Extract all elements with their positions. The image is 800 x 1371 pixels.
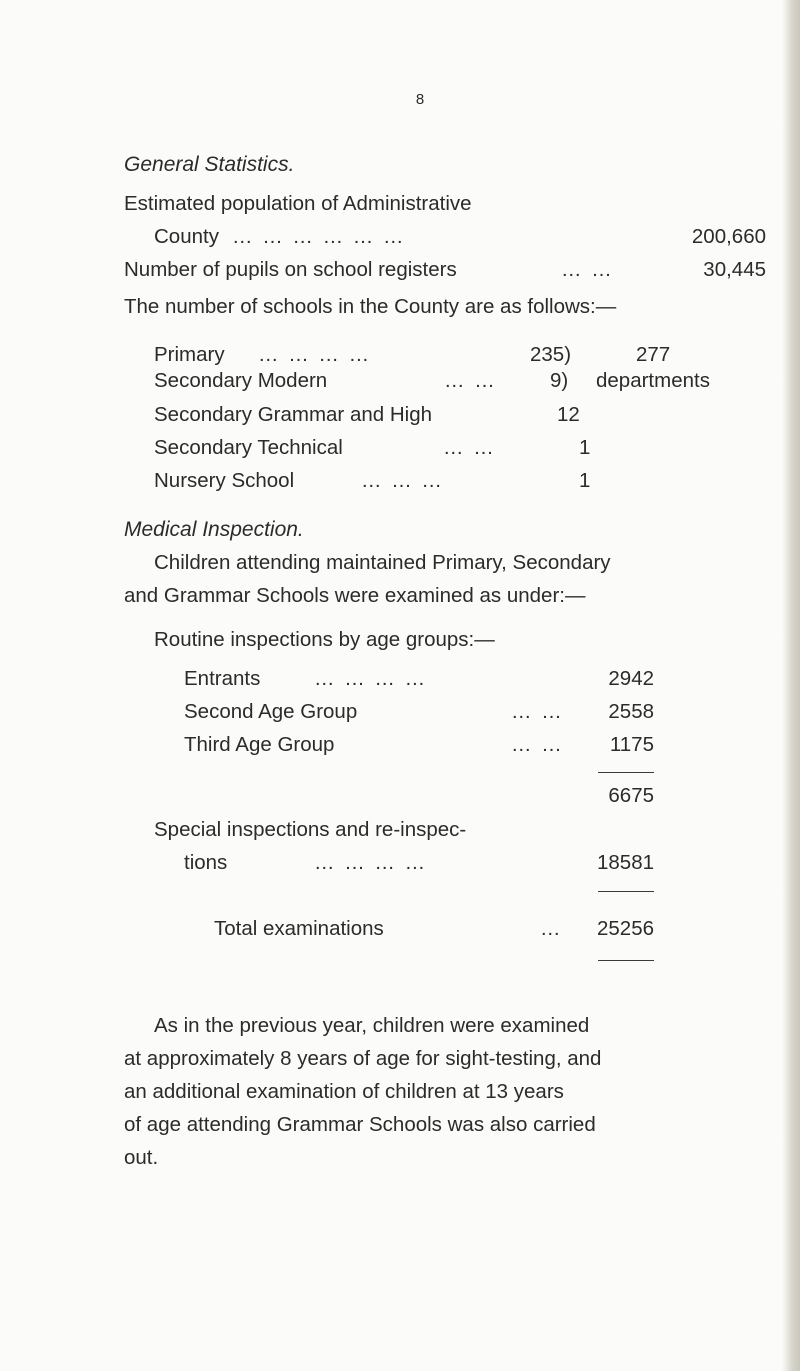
bracket-label: departments — [596, 369, 710, 392]
page-edge-shadow — [782, 0, 800, 1371]
routine-group-value: 2942 — [608, 667, 654, 690]
school-type-label: Secondary Technical — [154, 436, 343, 459]
pupils-value: 30,445 — [703, 258, 766, 281]
section-heading-general-statistics: General Statistics. — [124, 153, 295, 176]
pupils-label: Number of pupils on school registers — [124, 258, 457, 281]
page-number: 8 — [415, 91, 425, 108]
special-inspections-label-line-2: tions — [184, 851, 228, 874]
population-label-line-2: County — [154, 225, 219, 248]
total-double-rule — [598, 960, 654, 961]
school-type-label: Secondary Grammar and High — [154, 403, 433, 426]
leader-dots: … … — [444, 369, 497, 392]
leader-dots: … … — [561, 258, 614, 281]
school-type-label: Primary — [154, 343, 225, 366]
routine-group-label: Third Age Group — [184, 733, 335, 756]
closing-paragraph-line: of age attending Grammar Schools was also carried — [124, 1113, 596, 1136]
section-heading-medical-inspection: Medical Inspection. — [124, 518, 304, 541]
bracket-total: 277 — [636, 343, 671, 366]
subtotal-rule — [598, 772, 654, 773]
leader-dots: … … — [511, 700, 564, 723]
closing-paragraph-line: out. — [124, 1146, 159, 1169]
closing-paragraph-line: As in the previous year, children were examined — [154, 1014, 590, 1037]
routine-group-label: Second Age Group — [184, 700, 358, 723]
leader-dots: … … … — [361, 469, 444, 492]
school-type-count: 235) — [530, 343, 572, 366]
routine-group-label: Entrants — [184, 667, 261, 690]
medical-intro-line-1: Children attending maintained Primary, Secondary — [154, 551, 611, 574]
leader-dots: … … … … — [258, 343, 372, 366]
school-type-count: 1 — [579, 436, 591, 459]
school-type-count: 9) — [550, 369, 569, 392]
school-type-label: Secondary Modern — [154, 369, 328, 392]
school-type-label: Nursery School — [154, 469, 295, 492]
routine-group-value: 1175 — [609, 733, 654, 756]
medical-intro-line-2: and Grammar Schools were examined as under:— — [124, 584, 586, 607]
total-examinations-value: 25256 — [596, 917, 654, 940]
routine-subtotal: 6675 — [608, 784, 654, 807]
population-label-line-1: Estimated population of Administrative — [124, 192, 472, 215]
total-rule — [598, 891, 654, 892]
leader-dots: … — [540, 917, 563, 940]
leader-dots: … … … … … … — [232, 225, 406, 248]
school-type-count: 12 — [557, 403, 580, 426]
routine-group-value: 2558 — [608, 700, 654, 723]
leader-dots: … … … … — [314, 667, 428, 690]
population-value: 200,660 — [691, 225, 766, 248]
leader-dots: … … … … — [314, 851, 428, 874]
special-inspections-value: 18581 — [596, 851, 654, 874]
schools-intro: The number of schools in the County are as follows:— — [124, 295, 617, 318]
special-inspections-label-line-1: Special inspections and re-inspec- — [154, 818, 467, 841]
routine-label: Routine inspections by age groups:— — [154, 628, 495, 651]
leader-dots: … … — [511, 733, 564, 756]
total-examinations-label: Total examinations — [214, 917, 384, 940]
closing-paragraph-line: an additional examination of children at 13 years — [124, 1080, 564, 1103]
closing-paragraph-line: at approximately 8 years of age for sight-testing, and — [124, 1047, 602, 1070]
school-type-count: 1 — [579, 469, 591, 492]
leader-dots: … … — [443, 436, 496, 459]
